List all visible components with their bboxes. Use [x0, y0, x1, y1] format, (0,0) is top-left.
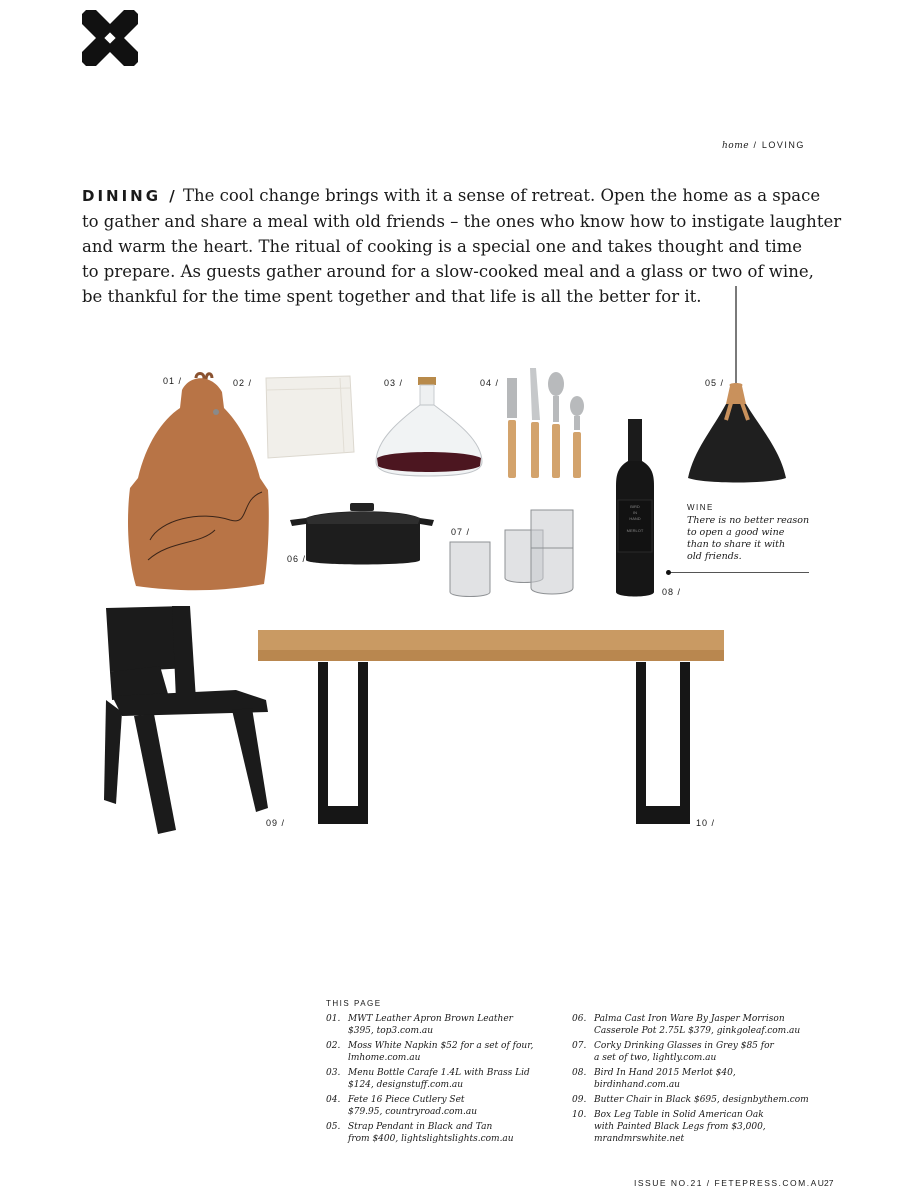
credit-number: 01. [326, 1014, 341, 1024]
intro-line-3: and warm the heart. The ritual of cooking is a special one and takes thought and time [82, 237, 803, 256]
section-category: home [722, 141, 750, 151]
credit-number: 03. [326, 1068, 341, 1078]
pendant-lamp [688, 383, 786, 483]
credit-item [326, 1121, 556, 1145]
credit-item [572, 1013, 820, 1037]
credit-line: Bird In Hand 2015 Merlot $40, [594, 1068, 736, 1078]
page-number: 27 [824, 1178, 834, 1188]
credit-line: Box Leg Table in Solid American Oak [594, 1110, 764, 1120]
product-label-02: 02 / [233, 378, 253, 388]
credit-line: Menu Bottle Carafe 1.4L with Brass Lid [348, 1068, 530, 1078]
credit-line: mrandmrswhite.net [594, 1134, 685, 1144]
credit-line: lmhome.com.au [348, 1053, 421, 1063]
wine-note-line-4: old friends. [687, 551, 742, 562]
credits-left-column [326, 1013, 556, 1148]
credit-line: Fete 16 Piece Cutlery Set [348, 1095, 465, 1105]
product-label-04: 04 / [480, 378, 500, 388]
intro-line-4: to prepare. As guests gather around for a slow-cooked meal and a glass or two of wine, [82, 262, 814, 281]
credit-item [326, 1040, 556, 1064]
credit-item [572, 1094, 820, 1106]
bottle-label-2: IN [633, 510, 637, 515]
intro-line-2: to gather and share a meal with old friends – the ones who know how to instigate laughter [82, 212, 842, 231]
credit-line: $124, designstuff.com.au [348, 1080, 464, 1090]
bottle-label-1: BIRD [630, 504, 640, 509]
credit-line: Strap Pendant in Black and Tan [348, 1122, 493, 1132]
credit-line: $79.95, countryroad.com.au [348, 1107, 477, 1117]
intro-line-5: be thankful for the time spent together and that life is all the better for it. [82, 287, 702, 306]
product-label-08: 08 / [662, 587, 682, 597]
product-label-07: 07 / [451, 527, 471, 537]
credit-line: $395, top3.com.au [348, 1026, 434, 1036]
black-chair [104, 606, 268, 834]
product-label-06: 06 / [287, 554, 307, 564]
credit-number: 02. [326, 1041, 341, 1051]
credit-item [572, 1040, 820, 1064]
credit-line: Corky Drinking Glasses in Grey $85 for [594, 1041, 774, 1051]
credit-line: with Painted Black Legs from $3,000, [594, 1122, 766, 1132]
credit-line: Palma Cast Iron Ware By Jasper Morrison [594, 1014, 785, 1024]
credit-item [572, 1109, 820, 1145]
credit-number: 10. [572, 1110, 587, 1120]
credit-line: Butter Chair in Black $695, designbythem.com [594, 1095, 809, 1105]
bottle-label-3: HAND [629, 516, 641, 521]
credit-item [572, 1067, 820, 1091]
intro-line-text: The cool change brings with it a sense of retreat. Open the home as a space [182, 186, 821, 205]
product-label-10: 10 / [696, 818, 716, 828]
wine-note-line-2: to open a good wine [687, 527, 785, 538]
credit-number: 06. [572, 1014, 587, 1024]
cast-iron-pot [290, 503, 434, 565]
credits-title: THIS PAGE [326, 999, 382, 1008]
footer-issue: ISSUE NO.21 / FETEPRESS.COM.AU [634, 1178, 826, 1188]
wine-note-line-3: than to share it with [687, 539, 786, 550]
credit-number: 08. [572, 1068, 587, 1078]
product-label-01: 01 / [163, 376, 183, 386]
cutlery-set [507, 368, 584, 478]
product-label-05: 05 / [705, 378, 725, 388]
wine-note-dot [666, 570, 671, 575]
bottle-label-4: MERLOT [626, 528, 644, 533]
section-separator: / [753, 140, 758, 150]
credit-number: 05. [326, 1122, 341, 1132]
wine-note-text [687, 515, 817, 563]
wine-note-rule [668, 572, 809, 573]
credit-number: 04. [326, 1095, 341, 1105]
credit-line: a set of two, lightly.com.au [594, 1053, 717, 1063]
product-label-03: 03 / [384, 378, 404, 388]
wine-note-line-1: There is no better reason [687, 515, 810, 526]
credit-line: Moss White Napkin $52 for a set of four, [348, 1041, 534, 1051]
credits-right-column [572, 1013, 820, 1148]
glass-carafe [376, 377, 482, 476]
drinking-glasses [450, 510, 573, 597]
credit-line: from $400, lightslightslights.com.au [348, 1134, 514, 1144]
product-label-09: 09 / [266, 818, 286, 828]
credit-line: birdinhand.com.au [594, 1080, 680, 1090]
credit-item [326, 1013, 556, 1037]
credit-line: Casserole Pot 2.75L $379, ginkgoleaf.com.au [594, 1026, 801, 1036]
oak-table [258, 630, 724, 824]
credit-number: 07. [572, 1041, 587, 1051]
linen-napkin [266, 376, 354, 458]
wine-note-title: WINE [687, 503, 714, 512]
credit-item [326, 1094, 556, 1118]
wine-bottle [616, 419, 654, 597]
credit-line: MWT Leather Apron Brown Leather [348, 1014, 513, 1024]
section-name: LOVING [761, 140, 805, 150]
intro-heading: DINING / [82, 187, 178, 205]
credit-number: 09. [572, 1095, 587, 1105]
leather-apron [128, 374, 269, 591]
credit-item [326, 1067, 556, 1091]
